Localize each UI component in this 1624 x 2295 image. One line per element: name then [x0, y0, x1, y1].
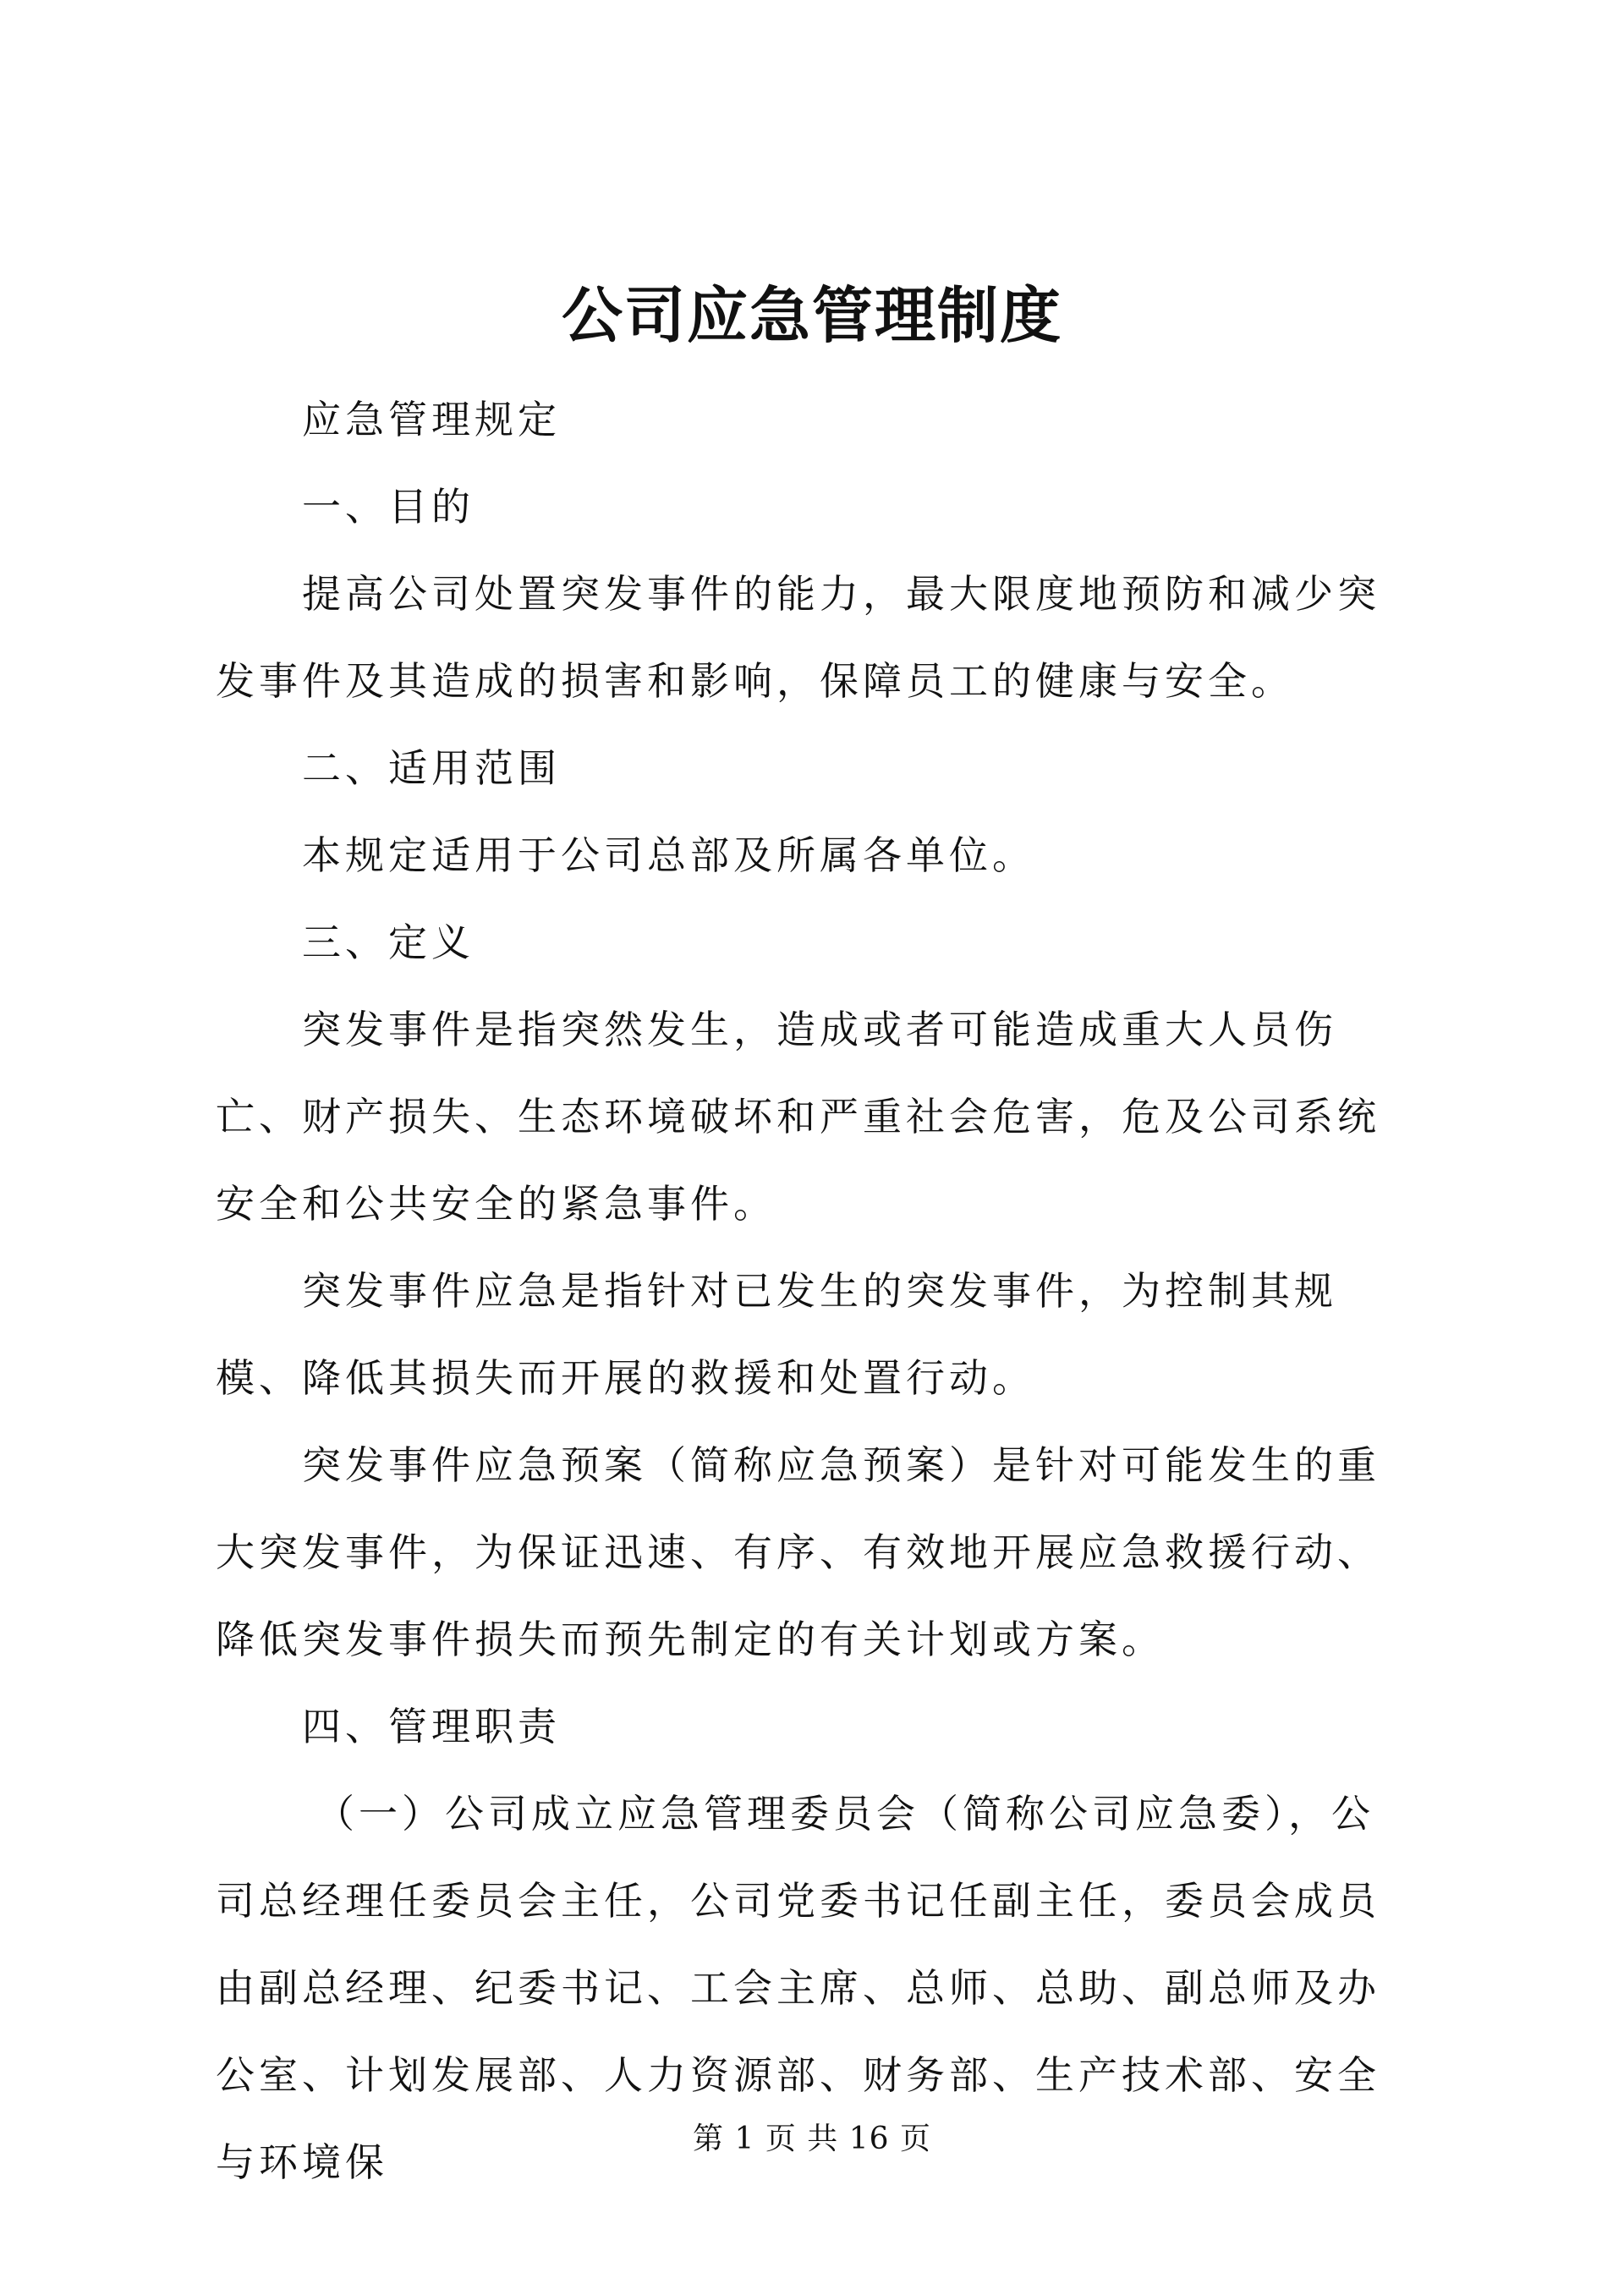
paragraph-heading-definition: 三、定义 [302, 920, 475, 965]
document-title: 公司应急管理制度 [561, 279, 1062, 351]
page-footer: 第 1 页 共 16 页 [693, 2122, 931, 2156]
paragraph-heading-regulation: 应急管理规定 [302, 397, 561, 442]
paragraph-responsibilities-committee: （一）公司成立应急管理委员会（简称公司应急委），公司总经理任委员会主任，公司党委书记任副主任，委员会成员由副总经理、纪委书记、工会主席、总师、总助、副总师及办公室、计划发展部、人力资源部、财务部、生产技术部、安全与环境保 [216, 1791, 1380, 2185]
paragraph-purpose: 提高公司处置突发事件的能力，最大限度地预防和减少突发事件及其造成的损害和影响，保障员工的健康与安全。 [216, 571, 1380, 704]
paragraph-definition-plan: 突发事件应急预案（简称应急预案）是针对可能发生的重大突发事件，为保证迅速、有序、有效地开展应急救援行动、降低突发事件损失而预先制定的有关计划或方案。 [216, 1442, 1380, 1662]
paragraph-definition-response: 突发事件应急是指针对已发生的突发事件，为控制其规模、降低其损失而开展的救援和处置行动。 [216, 1268, 1337, 1401]
paragraph-definition-event: 突发事件是指突然发生，造成或者可能造成重大人员伤亡、财产损失、生态环境破坏和严重社会危害，危及公司系统安全和公共安全的紧急事件。 [216, 1007, 1380, 1227]
paragraph-heading-scope: 二、适用范围 [302, 745, 561, 791]
paragraph-scope: 本规定适用于公司总部及所属各单位。 [302, 832, 1035, 878]
document-body [216, 376, 1417, 2206]
paragraph-heading-purpose: 一、目的 [302, 484, 475, 530]
paragraph-heading-responsibilities: 四、管理职责 [302, 1704, 561, 1749]
